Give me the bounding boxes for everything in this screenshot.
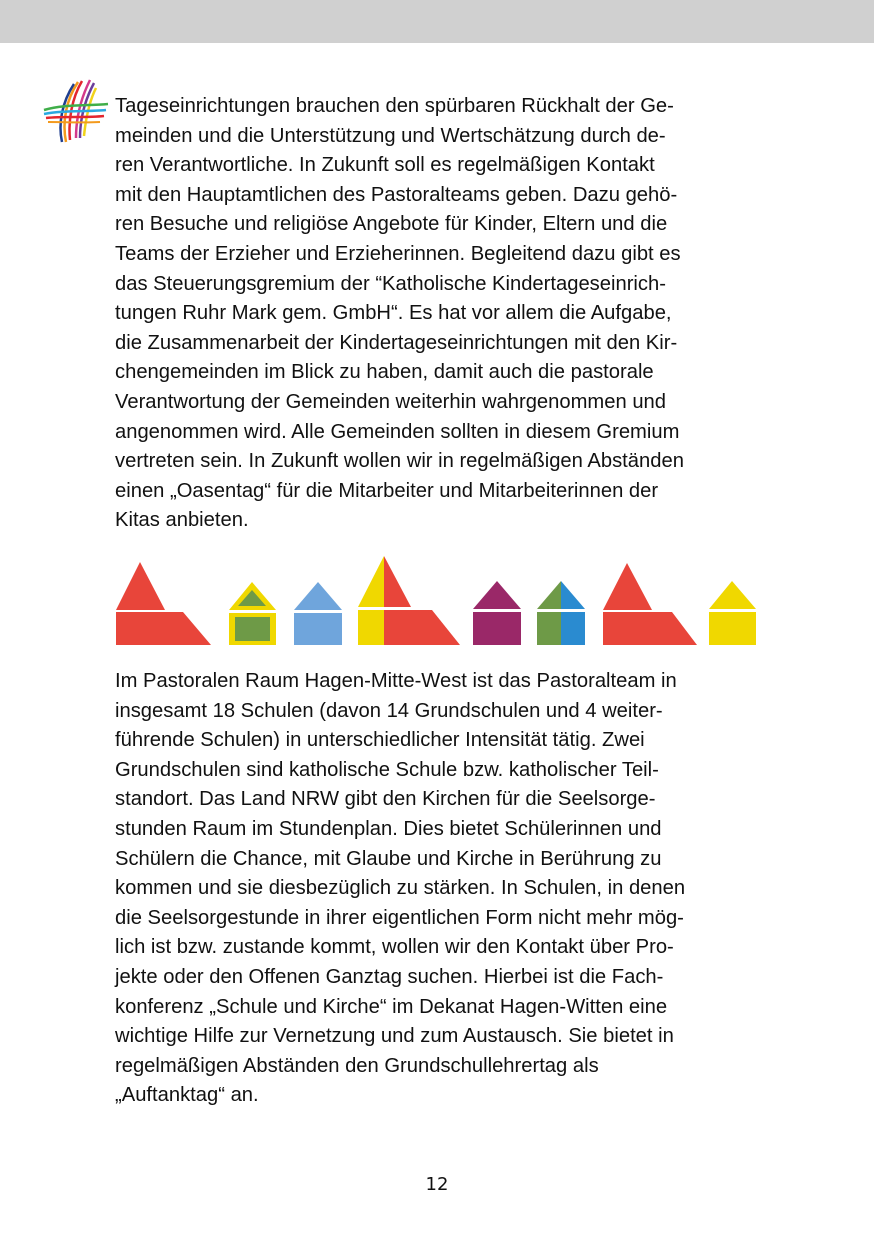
church-red-icon bbox=[603, 563, 697, 645]
church-red-icon bbox=[116, 562, 211, 645]
text-line: Teams der Erzieher und Erzieherinnen. Begleitend dazu gibt es bbox=[115, 242, 681, 265]
text-line: angenommen wird. Alle Gemeinden sollten in diesem Gremium bbox=[115, 420, 680, 443]
house-green-blue-icon bbox=[537, 581, 585, 645]
text-line: ren Besuche und religiöse Angebote für Kinder, Eltern und die bbox=[115, 213, 668, 236]
paragraph-schulen bbox=[115, 667, 775, 1111]
text-line: Kitas anbieten. bbox=[115, 509, 249, 532]
text-line: Schülern die Chance, mit Glaube und Kirche in Berührung zu bbox=[115, 847, 662, 870]
text-line: kommen und sie diesbezüglich zu stärken. In Schulen, in denen bbox=[115, 877, 686, 900]
church-yellow-red-icon bbox=[358, 556, 460, 645]
page-number: 12 bbox=[425, 1174, 449, 1195]
text-line: stunden Raum im Stundenplan. Dies bietet Schülerinnen und bbox=[115, 817, 662, 840]
text-line: standort. Das Land NRW gibt den Kirchen für die Seelsorge- bbox=[115, 788, 656, 811]
text-line: mit den Hauptamtlichen des Pastoralteams geben. Dazu gehö- bbox=[115, 183, 678, 206]
text-line: die Seelsorgestunde in ihrer eigentlichen Form nicht mehr mög- bbox=[115, 906, 684, 929]
text-line: wichtige Hilfe zur Vernetzung und zum Austausch. Sie bietet in bbox=[115, 1025, 674, 1048]
text-line: Im Pastoralen Raum Hagen-Mitte-West ist das Pastoralteam in bbox=[115, 670, 677, 692]
text-line: vertreten sein. In Zukunft wollen wir in regelmäßigen Abständen bbox=[115, 450, 684, 473]
house-yellow-green-icon bbox=[229, 582, 276, 645]
text-line: konferenz „Schule und Kirche“ im Dekanat Hagen-Witten eine bbox=[115, 995, 668, 1018]
text-line: jekte oder den Offenen Ganztag suchen. Hierbei ist die Fach- bbox=[115, 965, 664, 988]
house-purple-icon bbox=[473, 581, 521, 645]
houses-churches-illustration bbox=[0, 545, 874, 655]
text-line: chengemeinden im Blick zu haben, damit auch die pastorale bbox=[115, 361, 654, 384]
text-line: Grundschulen sind katholische Schule bzw. katholischer Teil- bbox=[115, 758, 659, 781]
text-line: das Steuerungsgremium der “Katholische Kindertageseinrich- bbox=[115, 272, 666, 295]
house-blue-icon bbox=[294, 582, 342, 645]
text-line: einen „Oasentag“ für die Mitarbeiter und Mitarbeiterinnen der bbox=[115, 479, 659, 502]
text-line: insgesamt 18 Schulen (davon 14 Grundschulen und 4 weiter- bbox=[115, 699, 663, 722]
text-line: regelmäßigen Abständen den Grundschullehrertag als bbox=[115, 1054, 599, 1077]
text-line: ren Verantwortliche. In Zukunft soll es regelmäßigen Kontakt bbox=[115, 154, 655, 177]
text-line: lich ist bzw. zustande kommt, wollen wir den Kontakt über Pro- bbox=[115, 936, 674, 959]
text-line: die Zusammenarbeit der Kindertageseinrichtungen mit den Kir- bbox=[115, 331, 678, 354]
text-line: Tageseinrichtungen brauchen den spürbaren Rückhalt der Ge- bbox=[115, 95, 674, 117]
text-line: Verantwortung der Gemeinden weiterhin wahrgenommen und bbox=[115, 390, 666, 413]
text-line: „Auftanktag“ an. bbox=[115, 1084, 259, 1107]
top-gray-bar bbox=[0, 0, 874, 43]
house-yellow-icon bbox=[709, 581, 756, 645]
text-line: meinden und die Unterstützung und Wertschätzung durch de- bbox=[115, 124, 666, 147]
colorful-ribbons-logo-icon bbox=[40, 76, 110, 146]
paragraph-kitas bbox=[115, 92, 775, 536]
text-line: führende Schulen) in unterschiedlicher Intensität tätig. Zwei bbox=[115, 729, 645, 752]
text-line: tungen Ruhr Mark gem. GmbH“. Es hat vor allem die Aufgabe, bbox=[115, 302, 672, 325]
